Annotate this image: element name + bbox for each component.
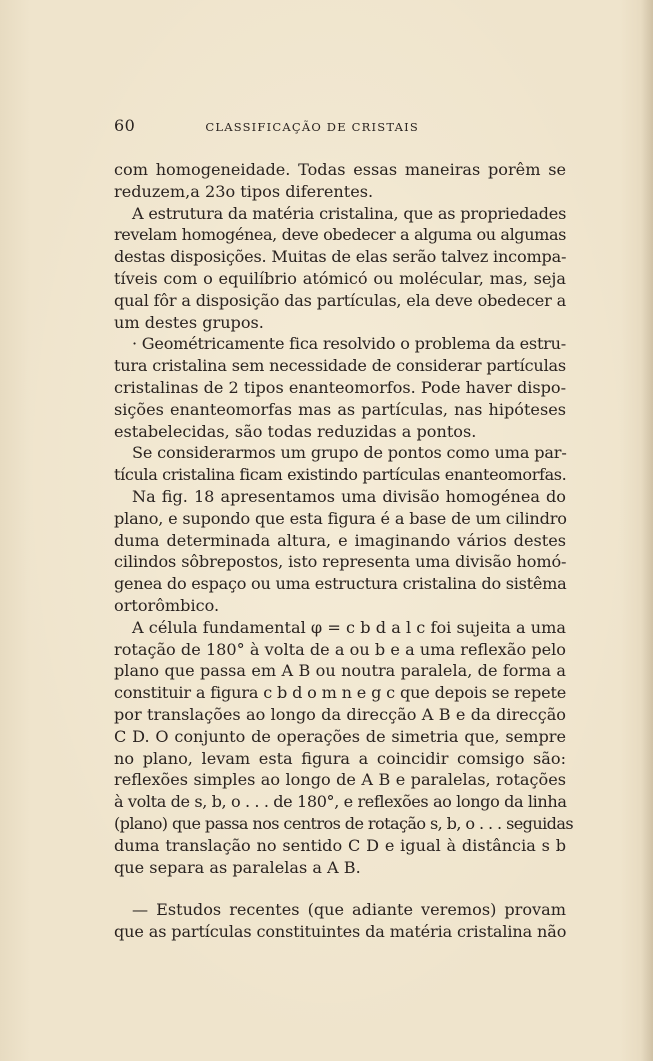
text-line: sições enanteomorfas mas as partículas, nas hipóteses xyxy=(114,399,566,419)
running-title: CLASSIFICAÇÃO DE CRISTAIS xyxy=(205,120,419,134)
text-line: reflexões simples ao longo de A B e paralelas, rotações xyxy=(114,770,566,790)
text-line: C D. O conjunto de operações de simetria que, sempre xyxy=(114,726,566,746)
text-line: no plano, levam esta figura a coincidir comsigo são: xyxy=(114,748,566,768)
text-line: cilindos sôbrepostos, isto representa uma divisão homó- xyxy=(114,552,567,572)
text-line: com homogeneidade. Todas essas maneiras porêm se xyxy=(114,160,566,179)
text-line: Na fig. 18 apresentamos uma divisão homogénea do xyxy=(132,486,566,506)
page-edge-shadow xyxy=(641,0,653,1061)
text-line: que separa as paralelas a A B. xyxy=(114,857,361,877)
text-line: — Estudos recentes (que adiante veremos) provam xyxy=(132,900,566,920)
text-line: por translações ao longo da direcção A B e da direcção xyxy=(114,704,566,724)
text-line: constituir a figura c b d o m n e g c que depois se repete xyxy=(114,683,567,703)
text-line: à volta de s, b, o . . . de 180°, e reflexões ao longo da linha xyxy=(114,792,567,812)
text-line: cristalinas de 2 tipos enanteomorfos. Pode haver dispo- xyxy=(114,377,566,397)
text-line: A estrutura da matéria cristalina, que as propriedades xyxy=(132,203,567,223)
body-text xyxy=(114,159,574,943)
text-line: estabelecidas, são todas reduzidas a pontos. xyxy=(114,421,477,441)
text-line: · Geométricamente fica resolvido o problema da estru- xyxy=(132,334,566,354)
page-number: 60 xyxy=(114,116,136,135)
page-header xyxy=(114,116,565,135)
text-line: tíveis com o equilíbrio atómicó ou molécular, mas, seja xyxy=(114,268,566,288)
text-line: rotação de 180° à volta de a ou b e a uma reflexão pelo xyxy=(114,639,566,659)
text-line: revelam homogénea, deve obedecer a alguma ou algumas xyxy=(114,225,566,245)
text-line: plano, e supondo que esta figura é a base de um cilindro xyxy=(114,508,567,528)
text-line: genea do espaço ou uma estructura cristalina do sistêma xyxy=(114,574,567,594)
text-line: tícula cristalina ficam existindo partículas enanteomorfas. xyxy=(114,465,567,485)
text-line: reduzem,a 23o tipos diferentes. xyxy=(114,181,374,201)
text-line: um destes grupos. xyxy=(114,312,264,332)
text-line: qual fôr a disposição das partículas, ela deve obedecer a xyxy=(114,290,566,310)
text-line: Se considerarmos um grupo de pontos como uma par- xyxy=(132,443,567,463)
text-line: plano que passa em A B ou noutra paralela, de forma a xyxy=(114,661,566,681)
text-line: que as partículas constituintes da matéria cristalina não xyxy=(114,922,567,942)
text-line: destas disposições. Muitas de elas serão talvez incompa- xyxy=(114,247,567,267)
text-line: (plano) que passa nos centros de rotação s, b, o . . . seguidas xyxy=(114,813,574,833)
text-line: tura cristalina sem necessidade de considerar partículas xyxy=(114,356,566,376)
text-line: duma determinada altura, e imaginando vários destes xyxy=(114,530,566,550)
text-line: ortorômbico. xyxy=(114,595,220,615)
paragraph-gap xyxy=(114,878,566,899)
text-line: A célula fundamental φ = c b d a l c foi sujeita a uma xyxy=(132,617,566,637)
text-line: duma translação no sentido C D e igual à distância s b xyxy=(114,835,566,855)
